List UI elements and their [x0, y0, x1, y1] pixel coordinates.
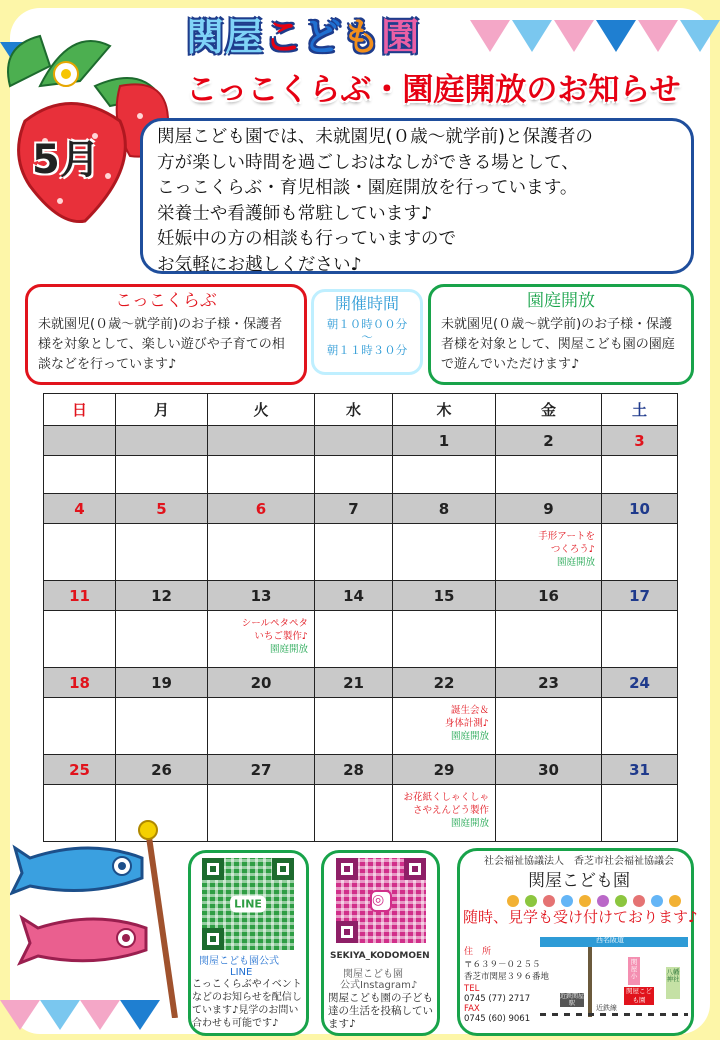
qr-corner [202, 928, 224, 950]
kokko-club-box [25, 284, 307, 385]
calendar-date-cell [315, 426, 393, 456]
calendar-date-cell: 27 [208, 755, 315, 785]
calendar-date-row [44, 426, 678, 456]
calendar-event-cell [393, 456, 496, 494]
calendar-date-cell: 8 [393, 494, 496, 524]
calendar-date-row [44, 581, 678, 611]
calendar-event-cell [602, 785, 678, 842]
calendar-event-cell [315, 456, 393, 494]
calendar-event-cell [208, 611, 315, 668]
calendar-event-cell [496, 698, 602, 755]
calendar-event-row [44, 698, 678, 755]
qr-corner [336, 921, 358, 943]
calendar-event-cell [315, 698, 393, 755]
calendar-date-cell [208, 426, 315, 456]
calendar-date-cell [44, 426, 116, 456]
calendar-table [43, 393, 678, 842]
calendar-event-cell [496, 524, 602, 581]
hours-box [311, 289, 423, 375]
calendar-date-cell: 20 [208, 668, 315, 698]
map-station-label: 近鉄関屋駅 [560, 993, 585, 1007]
calendar-date-cell: 26 [116, 755, 208, 785]
calendar-date-row [44, 494, 678, 524]
calendar-date-cell: 21 [315, 668, 393, 698]
calendar-event-line: 誕生会＆ [450, 705, 489, 716]
weekday-fri: 金 [496, 394, 602, 426]
calendar-event-cell [44, 611, 116, 668]
line-caption: こっこくらぶやイベントなどのお知らせを配信しています♪見学のお問い合わせも可能です♪ [192, 979, 302, 1029]
calendar-event-row [44, 611, 678, 668]
calendar-event [393, 698, 495, 743]
calendar-date-cell: 28 [315, 755, 393, 785]
weekday-tue: 火 [208, 394, 315, 426]
page-title [186, 6, 420, 61]
calendar-event-cell [602, 524, 678, 581]
calendar-date-cell: 16 [496, 581, 602, 611]
calendar-date-cell: 18 [44, 668, 116, 698]
calendar-date-cell: 13 [208, 581, 315, 611]
org-fax: 0745 (60) 9061 [464, 1014, 531, 1024]
calendar-event [393, 785, 495, 830]
calendar-date-row [44, 755, 678, 785]
calendar-date-cell: 30 [496, 755, 602, 785]
calendar-event-cell [602, 456, 678, 494]
qr-corner [272, 858, 294, 880]
calendar-event-cell [393, 698, 496, 755]
org-tour: 随時、見学も受け付けております♪ [463, 908, 698, 926]
title-part-4: も [342, 15, 382, 59]
hours-title: 開催時間 [334, 294, 399, 313]
calendar-event-row [44, 524, 678, 581]
calendar-event-cell [116, 524, 208, 581]
title-part-3: ど [303, 15, 343, 59]
calendar-event-line: シールペタペタ [241, 618, 308, 629]
calendar-date-cell: 4 [44, 494, 116, 524]
calendar-date-cell: 10 [602, 494, 678, 524]
calendar-event-cell [116, 456, 208, 494]
intro-box [140, 118, 694, 274]
insta-qr-code[interactable] [336, 858, 426, 943]
weekday-header-row [44, 394, 678, 426]
calendar-date-cell: 3 [602, 426, 678, 456]
calendar-event-cell [602, 698, 678, 755]
qr-corner [202, 858, 224, 880]
map-rail [540, 1013, 688, 1016]
org-name: 関屋こども園 [528, 871, 630, 891]
insta-caption: 関屋こども園の子ども達の生活を投稿しています♪ [328, 992, 433, 1030]
garden-body: 未就園児(０歳～就学前)のお子様・保護者様を対象として、関屋こども園の園庭で遊んでいただけます♪ [441, 317, 675, 372]
weekday-sat: 土 [602, 394, 678, 426]
map-road-label: 西名阪道 [596, 936, 624, 944]
kokko-club-body: 未就園児(０歳～就学前)のお子様・保護者様を対象として、楽しい遊びや子育ての相談などを行っています♪ [38, 317, 285, 372]
koinobori-icon [10, 818, 190, 1018]
kokko-club-title: こっこくらぶ [115, 291, 217, 311]
weekday-thu: 木 [393, 394, 496, 426]
calendar-event-line: お花紙くしゃくしゃ [403, 792, 489, 803]
calendar-event-cell [116, 611, 208, 668]
intro-line: 栄養士や看護師も常駐しています♪ [157, 203, 433, 224]
calendar-event-cell [208, 524, 315, 581]
calendar-date-cell [116, 426, 208, 456]
calendar-event-cell [315, 524, 393, 581]
calendar-event-cell [208, 456, 315, 494]
intro-line: 方が楽しい時間を過ごしおはなしができる場として、 [157, 152, 579, 173]
intro-line: お気軽にお越しください♪ [157, 254, 362, 275]
org-tel: 0745 (77) 2717 [464, 994, 531, 1004]
calendar-event-line: 園庭開放 [450, 818, 489, 829]
calendar-date-cell: 31 [602, 755, 678, 785]
calendar-date-cell: 6 [208, 494, 315, 524]
org-parent: 社会福祉協議法人 香芝市社会福祉協議会 [484, 856, 674, 867]
line-caption-title: 関屋こども園公式 [199, 956, 279, 967]
org-address: 香芝市関屋３９６番地 [464, 972, 550, 982]
org-address-label: 住 所 [464, 947, 492, 957]
calendar-event-cell [496, 611, 602, 668]
line-caption-sub: LINE [230, 967, 253, 978]
calendar-event-cell [496, 456, 602, 494]
calendar-event-line: 手形アートを [538, 531, 595, 542]
weekday-sun: 日 [44, 394, 116, 426]
weekday-mon: 月 [116, 394, 208, 426]
calendar-event-line: 園庭開放 [556, 557, 595, 568]
calendar-event-cell [116, 698, 208, 755]
calendar-event-line: 園庭開放 [450, 731, 489, 742]
line-logo-icon: LINE [230, 896, 266, 913]
intro-line: 関屋こども園では、未就園児(０歳～就学前)と保護者の [157, 127, 593, 147]
map-school-label: 関屋こども園 [626, 987, 652, 1004]
insta-handle: SEKIYA_KODOMOEN [330, 951, 430, 961]
calendar-date-cell: 7 [315, 494, 393, 524]
insta-caption-sub: 公式Instagram♪ [340, 980, 418, 991]
calendar-event-cell [393, 785, 496, 842]
org-postal: 〒６３９－０２５５ [464, 960, 541, 970]
calendar-date-cell: 2 [496, 426, 602, 456]
calendar-event-cell [208, 698, 315, 755]
hours-tilde: ～ [361, 330, 373, 344]
map-line-label: 近鉄線 [596, 1004, 617, 1012]
access-map [540, 931, 688, 1023]
calendar-date-cell: 29 [393, 755, 496, 785]
instagram-icon: ◎ [370, 890, 392, 912]
qr-corner [336, 858, 358, 880]
insta-caption-title: 関屋こども園 [343, 969, 403, 980]
calendar-event-cell [393, 524, 496, 581]
calendar-date-cell: 25 [44, 755, 116, 785]
calendar-date-cell: 15 [393, 581, 496, 611]
map-street [588, 947, 592, 1017]
calendar-date-cell: 22 [393, 668, 496, 698]
intro-line: こっこくらぶ・育児相談・園庭開放を行っています。 [157, 178, 578, 198]
calendar-event-cell [44, 524, 116, 581]
calendar-event-cell [393, 611, 496, 668]
org-fax-label: FAX [464, 1004, 480, 1014]
calendar-event-line: いちご製作♪ [254, 631, 308, 642]
intro-line: 妊娠中の方の相談も行っていますので [157, 229, 457, 249]
map-building-label: 関屋小 [630, 958, 638, 980]
calendar-date-cell: 19 [116, 668, 208, 698]
calendar-date-cell: 5 [116, 494, 208, 524]
title-part-5: 園 [381, 15, 421, 59]
calendar-event-cell [496, 785, 602, 842]
calendar-date-cell: 1 [393, 426, 496, 456]
calendar-date-cell: 11 [44, 581, 116, 611]
calendar-date-cell: 14 [315, 581, 393, 611]
calendar-event-line: 園庭開放 [269, 644, 308, 655]
title-part-2: こ [264, 15, 304, 59]
line-qr-code[interactable] [202, 858, 294, 950]
calendar-event-cell [208, 785, 315, 842]
calendar-event-line: 身体計測♪ [444, 718, 489, 729]
garden-box [428, 284, 694, 385]
calendar-date-cell: 9 [496, 494, 602, 524]
calendar-event-cell [315, 785, 393, 842]
calendar-date-cell: 24 [602, 668, 678, 698]
garden-title: 園庭開放 [527, 291, 595, 311]
qr-corner [404, 858, 426, 880]
month-label: 5月 [32, 137, 100, 183]
calendar-event-cell [44, 456, 116, 494]
org-tel-label: TEL [464, 984, 480, 994]
calendar-date-row [44, 668, 678, 698]
map-shrine-label: 八幡神社 [666, 968, 680, 983]
calendar-event-line: さやえんどう製作 [412, 805, 489, 816]
calendar-date-cell: 12 [116, 581, 208, 611]
calendar-event-cell [602, 611, 678, 668]
calendar-date-cell: 23 [496, 668, 602, 698]
page-subtitle: こっこくらぶ・園庭開放のお知らせ [186, 72, 681, 108]
title-part-1: 関屋 [186, 15, 265, 59]
hours-end: 朝１１時３０分 [326, 343, 408, 357]
calendar-event-cell [315, 611, 393, 668]
hours-start: 朝１０時００分 [326, 317, 408, 331]
calendar-event-cell [44, 698, 116, 755]
calendar-event [208, 611, 314, 656]
calendar-date-cell: 17 [602, 581, 678, 611]
calendar-event [496, 524, 601, 569]
calendar-event-line: つくろう♪ [550, 544, 595, 555]
calendar-event-row [44, 456, 678, 494]
weekday-wed: 水 [315, 394, 393, 426]
